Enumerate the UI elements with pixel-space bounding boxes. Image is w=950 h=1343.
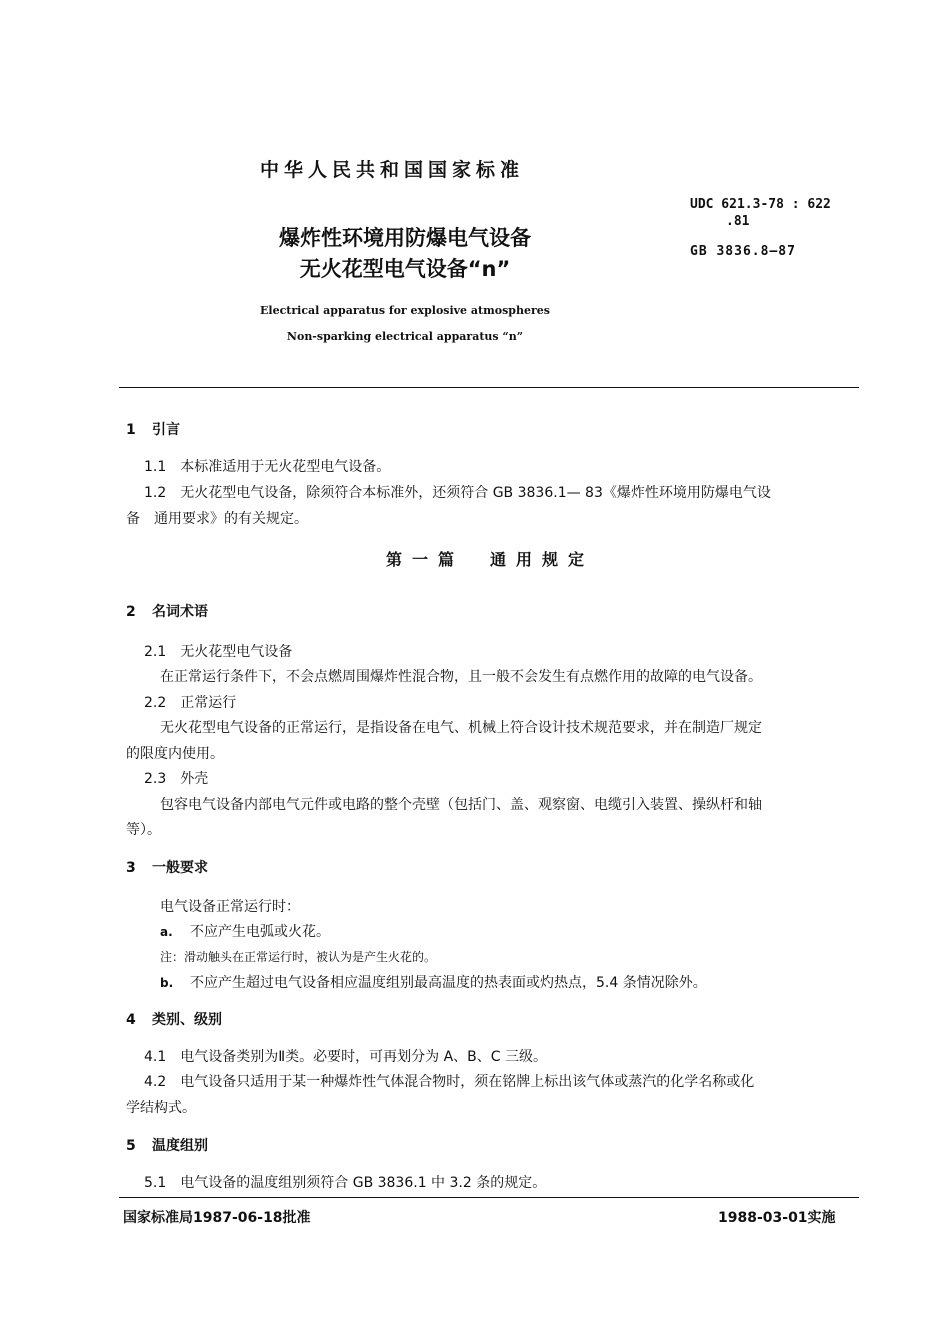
section-2-title: 名词术语 (152, 604, 208, 620)
footer-divider (119, 1197, 859, 1198)
section-2-heading (126, 601, 208, 621)
clause-4-2-line-1: 4.2 电气设备只适用于某一种爆炸性气体混合物时，须在铭牌上标出该气体或蒸汽的化学名称或化 (144, 1074, 755, 1090)
section-5-number: 5 (126, 1138, 136, 1154)
clause-3-b-text: 不应产生超过电气设备相应温度组别最高温度的热表面或灼热点，5.4 条情况除外。 (190, 975, 707, 991)
title-cn-line-2: 无火花型电气设备“n” (299, 257, 511, 281)
clause-2-2-text-line-1: 无火花型电气设备的正常运行，是指设备在电气、机械上符合设计技术规范要求，并在制造厂规定 (160, 720, 762, 736)
standard-name: 中华人民共和国国家标准 (260, 159, 525, 181)
part-title: 第一篇 通用规定 (385, 550, 594, 569)
udc-line-2: .81 (726, 214, 750, 229)
title-cn-line-1: 爆炸性环境用防爆电气设备 (279, 226, 531, 250)
clause-2-2-text-line-2: 的限度内使用。 (126, 746, 224, 762)
clause-3-a-text: 不应产生电弧或火花。 (190, 924, 330, 940)
clause-4-2-line-2: 学结构式。 (126, 1100, 196, 1116)
clause-3-b (160, 972, 707, 992)
section-4-heading (126, 1009, 222, 1029)
clause-1-2-line-1: 1.2 无火花型电气设备，除须符合本标准外，还须符合 GB 3836.1— 83《爆炸性环境用防爆电气设 (144, 485, 771, 501)
clause-2-2-heading: 2.2 正常运行 (144, 695, 237, 711)
section-3-title: 一般要求 (152, 860, 208, 876)
clause-2-1-text: 在正常运行条件下，不会点燃周围爆炸性混合物，且一般不会发生有点燃作用的故障的电气设备。 (160, 669, 762, 685)
section-4-number: 4 (126, 1012, 136, 1028)
gb-code: GB 3836.8—87 (690, 244, 796, 259)
clause-3-a-label: a. (160, 925, 173, 939)
header-divider (119, 387, 859, 388)
clause-2-1-heading: 2.1 无火花型电气设备 (144, 644, 293, 660)
section-1-heading (126, 419, 180, 439)
clause-1-1: 1.1 本标准适用于无火花型电气设备。 (144, 459, 391, 475)
section-3-heading (126, 857, 208, 877)
section-4-title: 类别、级别 (152, 1012, 222, 1028)
clause-3-intro: 电气设备正常运行时： (160, 899, 300, 915)
approval-date: 国家标准局1987-06-18批准 (123, 1210, 311, 1226)
udc-code (690, 196, 831, 230)
udc-line-1: UDC 621.3-78 : 622 (690, 197, 831, 212)
section-3-number: 3 (126, 860, 136, 876)
section-2-number: 2 (126, 604, 136, 620)
section-1-title: 引言 (152, 422, 180, 438)
section-5-title: 温度组别 (152, 1138, 208, 1154)
clause-2-3-heading: 2.3 外壳 (144, 771, 209, 787)
clause-2-3-text-line-1: 包容电气设备内部电气元件或电路的整个壳壁（包括门、盖、观察窗、电缆引入装置、操纵杆和轴 (160, 797, 762, 813)
title-en-line-2: Non-sparking electrical apparatus “n” (286, 330, 524, 343)
title-en-line-1: Electrical apparatus for explosive atmospheres (260, 304, 550, 317)
clause-4-1: 4.1 电气设备类别为Ⅱ类。必要时，可再划分为 A、B、C 三级。 (144, 1049, 548, 1065)
clause-3-a (160, 921, 330, 941)
clause-5-1: 5.1 电气设备的温度组别须符合 GB 3836.1 中 3.2 条的规定。 (144, 1175, 547, 1191)
clause-1-2-line-2: 备 通用要求》的有关规定。 (126, 511, 308, 527)
section-5-heading (126, 1135, 208, 1155)
clause-3-note: 注：滑动触头在正常运行时，被认为是产生火花的。 (160, 950, 437, 964)
clause-3-b-label: b. (160, 976, 174, 990)
effective-date: 1988-03-01实施 (718, 1210, 836, 1226)
section-1-number: 1 (126, 422, 136, 438)
clause-2-3-text-line-2: 等）。 (126, 822, 161, 838)
